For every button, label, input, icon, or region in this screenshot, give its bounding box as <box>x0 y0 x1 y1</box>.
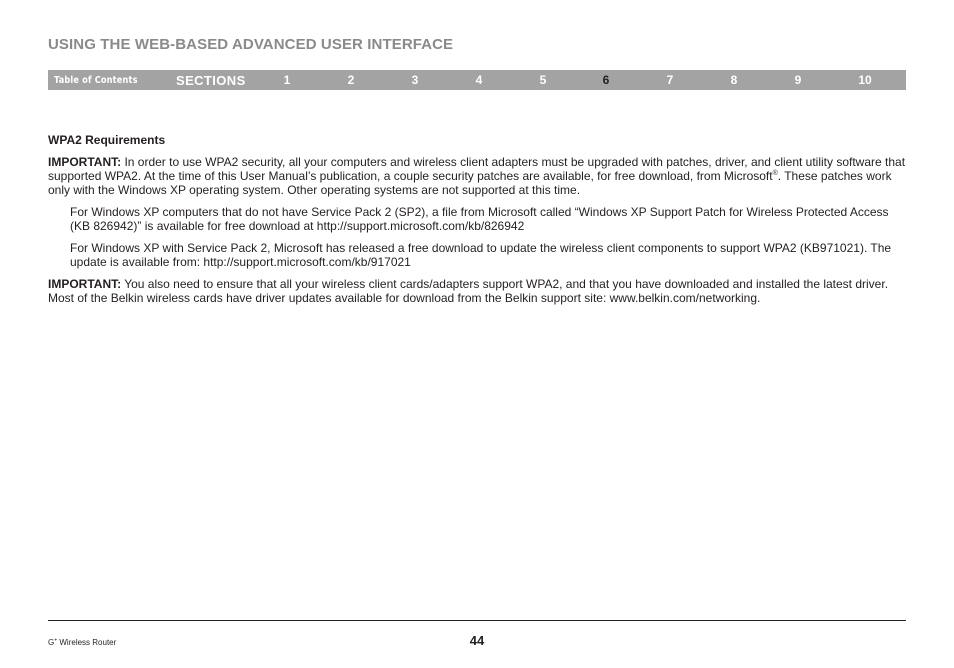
page-number: 44 <box>469 633 485 648</box>
section-link-1[interactable]: 1 <box>283 73 291 87</box>
indented-note-sp2: For Windows XP with Service Pack 2, Microsoft has released a free download to update the wireless client components to support WPA2 (KB971021). The update is available from: http://support.microsoft.com/kb/917021 <box>70 241 892 269</box>
footer-divider <box>48 620 906 621</box>
important-label: IMPORTANT: <box>48 155 122 169</box>
indented-note-sp1: For Windows XP computers that do not have Service Pack 2 (SP2), a file from Microsoft called “Windows XP Support Patch for Wireless Protected Access (KB 826942)” is available for free download at http://support.microsoft.com/kb/826942 <box>70 205 889 233</box>
paragraph-text: . These patches work only with the Windows XP operating system. Other operating systems are not supported at this time. <box>48 169 892 197</box>
section-link-8[interactable]: 8 <box>730 73 738 87</box>
registered-mark: ® <box>772 170 778 177</box>
section-heading: WPA2 Requirements <box>48 133 166 147</box>
section-link-9[interactable]: 9 <box>794 73 802 87</box>
main-content <box>48 133 906 313</box>
sections-label: SECTIONS <box>176 73 246 88</box>
table-of-contents-link[interactable]: Table of Contents <box>54 75 138 86</box>
important-paragraph-2 <box>48 277 906 305</box>
page-header-title: USING THE WEB-BASED ADVANCED USER INTERFACE <box>48 36 454 53</box>
paragraph-text: In order to use WPA2 security, all your computers and wireless client adapters must be upgraded with patches, driver, and client utility software that supported WPA2. At the time of this User Manual’s publication, a couple security patches are available, for free download, from Microsoft <box>48 155 906 183</box>
footer-product-name: G+ Wireless Router <box>48 637 117 647</box>
paragraph-text: You also need to ensure that all your wireless client cards/adapters support WPA2, and that you have downloaded and installed the latest driver. Most of the Belkin wireless cards have driver updates available for download from the Belkin support site: www.belkin.com/networking. <box>48 277 889 305</box>
section-link-7[interactable]: 7 <box>666 73 674 87</box>
important-label: IMPORTANT: <box>48 277 122 291</box>
section-link-5[interactable]: 5 <box>539 73 547 87</box>
section-link-2[interactable]: 2 <box>347 73 355 87</box>
section-link-4[interactable]: 4 <box>475 73 483 87</box>
important-paragraph-1 <box>48 155 906 197</box>
section-nav-bar <box>48 70 906 90</box>
section-link-6-active[interactable]: 6 <box>602 73 610 87</box>
section-link-10[interactable]: 10 <box>858 73 872 87</box>
section-link-3[interactable]: 3 <box>411 73 419 87</box>
